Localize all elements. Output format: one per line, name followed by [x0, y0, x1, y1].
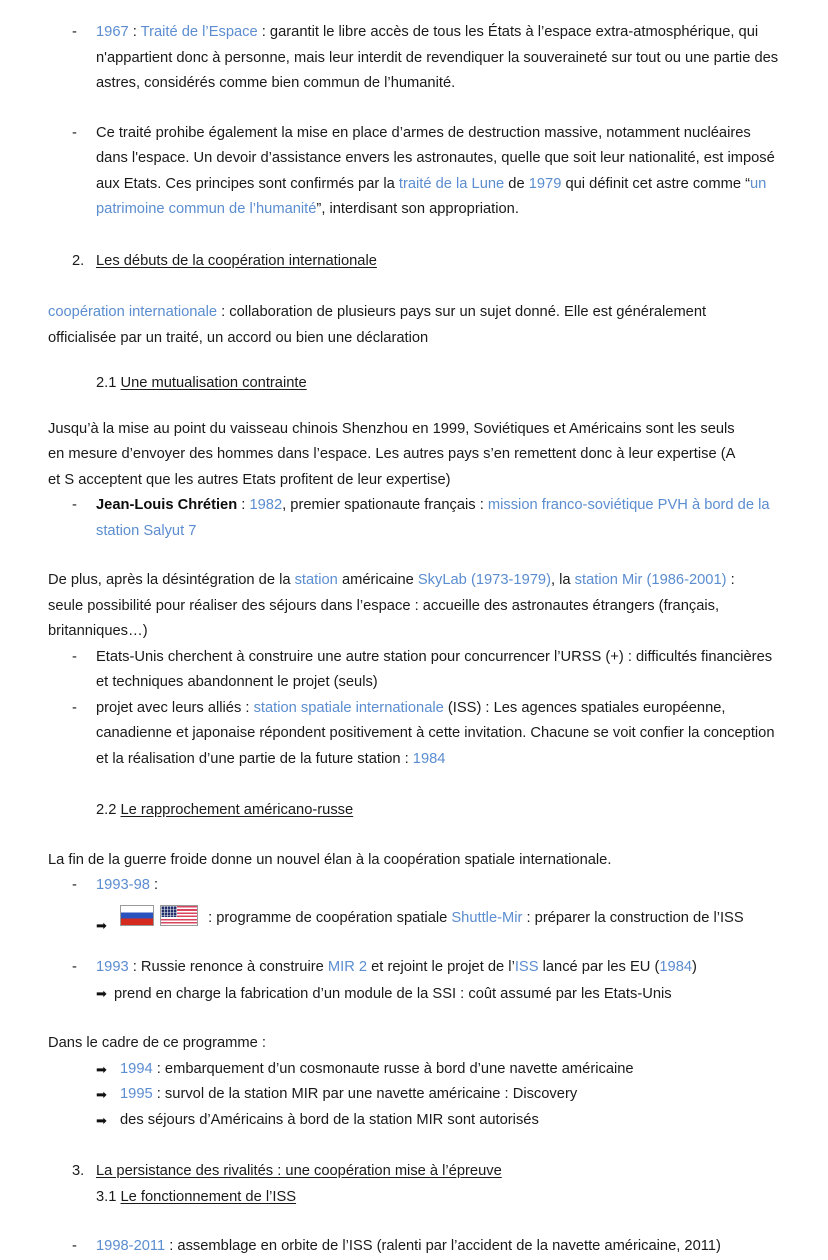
paragraph-guerre-froide: La fin de la guerre froide donne un nouvel élan à la coopération spatiale internationale. [48, 851, 612, 868]
body-text-2: (ISS) : Les agences spatiales européenne, canadienne et japonaise répondent positivement à cette invitation. Chacune se voit confier la conception et la réalisation d’une partie de la future station : [96, 699, 775, 767]
year-1979: 1979 [528, 175, 562, 192]
quote-patrimoine: un patrimoine commun de l’humanité [96, 175, 767, 217]
body-text-3: ”, interdisant son appropriation. [316, 201, 519, 217]
dash-marker: - [72, 24, 77, 40]
separator: : programme de coopération spatiale [204, 909, 452, 926]
flags-shuttle-mir-row [48, 905, 788, 932]
paragraph-shenzhou: Jusqu’à la mise au point du vaisseau chinois Shenzhou en 1999, Soviétiques et Américains sont les seuls en mesure d’envoyer des hommes dans l’espace. Les autres pays s’en remettent donc à leur expertise (A et S acceptent que les autres Etats profitent de leur expertise) [48, 420, 735, 488]
heading-section-2 [48, 249, 788, 275]
subsection-title: Le fonctionnement de l’ISS [120, 1188, 297, 1205]
arrow-icon: ➡ [96, 985, 107, 1001]
spacer [48, 1133, 788, 1159]
years-1998-2011: 1998-2011 [96, 1238, 166, 1254]
definition-paragraph [48, 300, 738, 351]
dash-marker: - [72, 124, 77, 141]
list-item [48, 20, 786, 97]
paragraph-cadre-programme: Dans le cadre de ce programme : [48, 1035, 266, 1051]
body-text: : embarquement d’un cosmonaute russe à bord d’une navette américaine [152, 1060, 634, 1077]
list-item-text [96, 125, 775, 218]
program-shuttle-mir: Shuttle-Mir [451, 909, 523, 926]
spacer [48, 1007, 788, 1031]
subsection-number: 3.1 [96, 1188, 121, 1205]
list-item [48, 873, 786, 899]
definition-term: coopération internationale [48, 304, 218, 320]
list-item-text [96, 24, 778, 91]
subsection-title: Une mutualisation contrainte [120, 375, 307, 391]
spacer [48, 824, 788, 848]
year-1984: 1984 [412, 750, 446, 767]
dash-marker: - [72, 648, 77, 665]
dash-marker: - [72, 959, 77, 975]
list-item [48, 696, 786, 773]
arrow-list-item [48, 1082, 788, 1108]
list-item-text [96, 1238, 721, 1254]
body-text: : garantit le libre accès de tous les États à l’espace extra-atmosphérique, qui n'appartient donc à personne, mais leur interdit de revendiquer la souveraineté sur tout ou une partie des astres, considérés comme bien commun de l’humanité. [96, 24, 779, 91]
list-item [48, 1234, 786, 1260]
body-text: , premier spationaute français : [282, 497, 488, 513]
list-item-text [96, 700, 775, 767]
year-1967: 1967 [96, 24, 129, 40]
spacer [48, 274, 788, 300]
iss-abbrev: ISS [514, 959, 539, 975]
paragraph-skylab-mir [48, 568, 738, 645]
body-text-3: lancé par les EU ( [538, 959, 660, 975]
body-text-2: qui définit cet astre comme “ [561, 175, 750, 192]
body-text-2: et rejoint le projet de l’ [367, 959, 515, 975]
heading-section-2-1 [48, 371, 788, 397]
arrow-icon: ➡ [96, 917, 107, 933]
spacer [48, 97, 788, 121]
arrow-item-text [120, 1061, 634, 1077]
body-text-4: ) [692, 959, 697, 975]
body-text: : Russie renonce à construire [128, 959, 328, 975]
arrow-item-text: des séjours d’Américains à bord de la station MIR sont autorisés [120, 1111, 539, 1128]
spacer [48, 772, 788, 798]
list-item-text [96, 497, 770, 539]
years-1993-98: 1993-98 [96, 877, 150, 893]
heading-section-3 [48, 1159, 788, 1185]
spacer [48, 1210, 788, 1234]
spacer [48, 397, 788, 417]
treaty-name: Traité de l’Espace [140, 24, 258, 40]
list-item-text [96, 877, 158, 893]
body-text: Ce traité prohibe également la mise en place d’armes de destruction massive, notamment nucléaires dans l'espace. Un devoir d’assistance envers les astronautes, quelle que soit leur nationalité, est imposé aux Etats. Ces principes sont confirmés par la [96, 124, 775, 192]
year-1982: 1982 [249, 497, 283, 513]
dash-marker: - [72, 497, 77, 513]
separator: : [128, 24, 141, 40]
arrow-list-item [48, 1057, 788, 1083]
skylab-name: SkyLab [417, 572, 467, 588]
year-1994: 1994 [120, 1060, 153, 1077]
dash-marker: - [72, 1238, 77, 1254]
body-text-4: : seule possibilité pour réaliser des séjours dans l’espace : accueille des astronautes étrangers (français, britanniques…) [48, 572, 735, 639]
section-title: Les débuts de la coopération internationale [96, 252, 377, 269]
arrow-item-text [120, 1086, 577, 1102]
iss-full-name: station spatiale internationale [253, 699, 444, 716]
dash-marker: - [72, 877, 77, 893]
station-mir-name: station Mir [574, 572, 643, 588]
year-1993: 1993 [96, 959, 129, 975]
list-item [48, 121, 786, 223]
dash-marker: - [72, 699, 77, 716]
spacer [48, 544, 788, 568]
body-text: De plus, après la désintégration de la [48, 572, 295, 588]
treaty-lune: traité de la Lune [398, 175, 505, 192]
separator: : [237, 497, 250, 513]
arrow-icon: ➡ [96, 1087, 107, 1102]
section-title: La persistance des rivalités : une coopération mise à l’épreuve [96, 1163, 502, 1179]
body-text-3: , la [550, 572, 575, 588]
arrow-list-item [48, 1108, 788, 1134]
arrow-icon: ➡ [96, 1061, 107, 1077]
separator: : [149, 877, 159, 893]
section-number: 2. [72, 252, 85, 269]
list-item [48, 493, 786, 544]
arrow-icon: ➡ [96, 1112, 107, 1128]
list-item-text: Etats-Unis cherchent à construire une autre station pour concurrencer l’URSS (+) : difficultés financières et techniques abandonnent le projet (seuls) [96, 648, 773, 690]
heading-section-3-1 [48, 1185, 788, 1211]
year-1995: 1995 [120, 1086, 153, 1102]
skylab-years: (1973-1979) [470, 572, 551, 588]
mission-name: mission franco-soviétique PVH à bord de la station Salyut 7 [96, 497, 770, 539]
spacer [48, 931, 788, 955]
subsection-number: 2.1 [96, 375, 121, 391]
heading-section-2-2 [48, 798, 788, 824]
definition-body: : collaboration de plusieurs pays sur un sujet donné. Elle est généralement officialisée par un traité, un accord ou bien une déclaration [48, 304, 707, 346]
body-text-5: prend en charge la fabrication d’un module de la SSI : coût assumé par les Etats-Unis [109, 985, 672, 1002]
flag-usa-icon [160, 905, 198, 926]
person-name: Jean-Louis Chrétien [96, 497, 238, 513]
year-1984-b: 1984 [659, 959, 693, 975]
spacer [48, 223, 788, 249]
body-text-2: américaine [337, 572, 418, 588]
body-text: : assemblage en orbite de l’ISS (ralenti par l’accident de la navette américaine, 2011) [165, 1238, 721, 1254]
subsection-title: Le rapprochement américano-russe [120, 802, 354, 818]
subsection-number: 2.2 [96, 802, 121, 818]
connector: de [504, 175, 529, 192]
mir-2-name: MIR 2 [327, 959, 368, 975]
flag-russia-icon [120, 905, 154, 926]
body-text: projet avec leurs alliés : [96, 699, 254, 716]
list-item [48, 955, 786, 1007]
body-text: : préparer la construction de l’ISS [522, 909, 744, 926]
spacer [48, 351, 788, 371]
mir-years: (1986-2001) [646, 572, 727, 588]
flag-usa-canton [161, 906, 177, 917]
body-text: : survol de la station MIR par une navette américaine : Discovery [152, 1086, 578, 1102]
list-item-text [96, 959, 697, 1002]
list-item [48, 645, 786, 696]
section-number: 3. [72, 1163, 85, 1179]
word-station: station [294, 572, 338, 588]
